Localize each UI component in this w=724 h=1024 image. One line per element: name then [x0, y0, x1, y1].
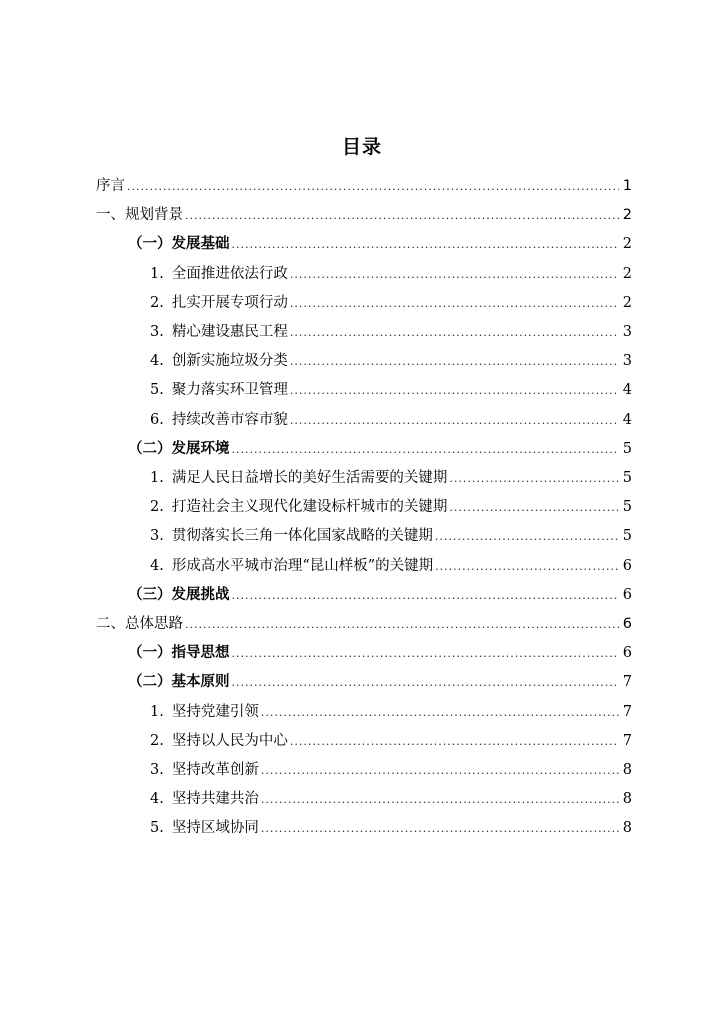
toc-entry-number: 2. [150, 732, 164, 749]
toc-entry[interactable] [128, 669, 632, 695]
toc-page-number: 7 [622, 703, 632, 720]
toc-entry[interactable] [150, 815, 632, 841]
toc-entry-label: 满足人民日益增长的美好生活需要的关键期 [171, 470, 448, 486]
toc-page-number: 5 [622, 470, 632, 486]
toc-page-number: 6 [622, 586, 632, 603]
toc-entry-label: （一）发展基础 [128, 235, 230, 253]
toc-dot-leader [290, 349, 619, 375]
toc-page-number: 2 [622, 265, 632, 282]
toc-page-number: 8 [622, 791, 632, 808]
toc-dot-leader [435, 554, 619, 580]
toc-page-number: 7 [622, 732, 632, 749]
toc-page-number: 4 [622, 411, 632, 428]
toc-entry[interactable] [150, 699, 632, 725]
toc-entry[interactable] [150, 290, 632, 316]
toc-entry-number: 4. [150, 791, 164, 808]
toc-page-number: 6 [622, 557, 632, 574]
toc-entry[interactable] [96, 173, 632, 199]
toc-entry-number: 5. [150, 382, 164, 399]
toc-page-number: 2 [622, 294, 632, 311]
page-title: 目录 [341, 136, 382, 158]
toc-entry[interactable] [150, 319, 632, 345]
toc-entry-label: 坚持以人民为中心 [171, 732, 288, 749]
toc-page-number: 6 [622, 616, 632, 632]
toc-entry[interactable] [150, 728, 632, 754]
toc-entry-label: 形成高水平城市治理“昆山样板”的关键期 [171, 557, 434, 574]
toc-dot-leader [232, 670, 620, 696]
toc-dot-leader [261, 787, 619, 813]
toc-entry[interactable] [150, 348, 632, 374]
toc-dot-leader [290, 291, 619, 317]
toc-entry-number: 1. [150, 265, 164, 282]
toc-dot-leader [290, 320, 619, 346]
toc-page-number: 1 [622, 178, 632, 194]
toc-page-number: 2 [622, 236, 632, 253]
toc-entry-label: 打造社会主义现代化建设标杆城市的关键期 [171, 499, 448, 516]
toc-entry-number: 4. [150, 353, 164, 370]
toc-entry[interactable] [128, 436, 632, 462]
toc-entry[interactable] [128, 231, 632, 257]
toc-dot-leader [290, 729, 619, 755]
toc-entry-label: 全面推进依法行政 [171, 265, 288, 282]
toc-dot-leader [185, 203, 619, 229]
toc-dot-leader [290, 408, 619, 434]
toc-entry-number: 3. [150, 762, 164, 778]
toc-entry-label: 精心建设惠民工程 [171, 324, 288, 340]
toc-entry-number: 1. [150, 470, 164, 486]
toc-dot-leader [232, 641, 620, 667]
toc-dot-leader [449, 495, 619, 521]
toc-entry[interactable] [150, 553, 632, 579]
toc-entry-label: 坚持区域协同 [171, 820, 259, 837]
toc-entry-number: 4. [150, 557, 164, 574]
toc-page-number: 3 [622, 353, 632, 370]
toc-entry-number: 3. [150, 528, 164, 545]
toc-entry-label: 贯彻落实长三角一体化国家战略的关键期 [171, 528, 433, 545]
toc-dot-leader [232, 583, 620, 609]
toc-entry-number: 3. [150, 324, 164, 340]
toc-entry[interactable] [150, 757, 632, 783]
toc-page-number: 2 [622, 207, 632, 224]
toc-page-number: 7 [622, 674, 632, 691]
toc-entry-label: 坚持共建共治 [171, 791, 259, 808]
toc-entry-number: 5. [150, 820, 164, 837]
toc-entry-label: 坚持改革创新 [171, 762, 259, 778]
toc-dot-leader [232, 232, 620, 258]
toc-dot-leader [290, 378, 619, 404]
toc-page-number: 5 [622, 499, 632, 516]
toc-entry-number: 1. [150, 703, 164, 720]
toc-entry[interactable] [150, 786, 632, 812]
toc-entry[interactable] [96, 611, 632, 637]
toc-dot-leader [185, 612, 619, 638]
toc-entry[interactable] [150, 494, 632, 520]
toc-entry-label: 坚持党建引领 [171, 703, 259, 720]
toc-entry-label: 扎实开展专项行动 [171, 294, 288, 311]
toc-entry[interactable] [150, 261, 632, 287]
toc-dot-leader [261, 816, 619, 842]
toc-entry[interactable] [150, 407, 632, 433]
toc-dot-leader [261, 758, 619, 784]
toc-dot-leader [290, 262, 619, 288]
toc-dot-leader [127, 174, 619, 200]
toc-page-number: 5 [622, 440, 632, 457]
toc-page-number: 4 [622, 382, 632, 399]
toc-entry-number: 2. [150, 294, 164, 311]
toc-entry-label: 一、规划背景 [96, 207, 183, 224]
toc-page-number: 6 [622, 645, 632, 662]
toc-entry-label: （三）发展挑战 [128, 585, 230, 603]
toc-entry[interactable] [150, 523, 632, 549]
toc-entry[interactable] [150, 465, 632, 491]
toc-dot-leader [232, 437, 620, 463]
toc-entry-label: 序言 [96, 178, 125, 194]
toc-entry[interactable] [96, 202, 632, 228]
toc-dot-leader [435, 524, 619, 550]
toc-entry-label: 创新实施垃圾分类 [171, 353, 288, 370]
toc-page-number: 8 [622, 820, 632, 837]
toc-page-number: 8 [622, 762, 632, 778]
toc-entry-number: 2. [150, 499, 164, 516]
toc-dot-leader [261, 700, 619, 726]
toc-entry-label: 持续改善市容市貌 [171, 411, 288, 428]
toc-entry[interactable] [128, 640, 632, 666]
toc-page-number: 3 [622, 324, 632, 340]
toc-entry-label: （一）指导思想 [128, 644, 230, 662]
toc-entry-label: 二、总体思路 [96, 616, 183, 632]
toc-entry-label: 聚力落实环卫管理 [171, 382, 288, 399]
toc-entry-label: （二）基本原则 [128, 673, 230, 691]
toc-dot-leader [449, 466, 619, 492]
toc-page-number: 5 [622, 528, 632, 545]
toc-entry-label: （二）发展环境 [128, 439, 230, 457]
toc-entry[interactable] [150, 377, 632, 403]
toc-entry-number: 6. [150, 411, 164, 428]
toc-entry[interactable] [128, 582, 632, 608]
